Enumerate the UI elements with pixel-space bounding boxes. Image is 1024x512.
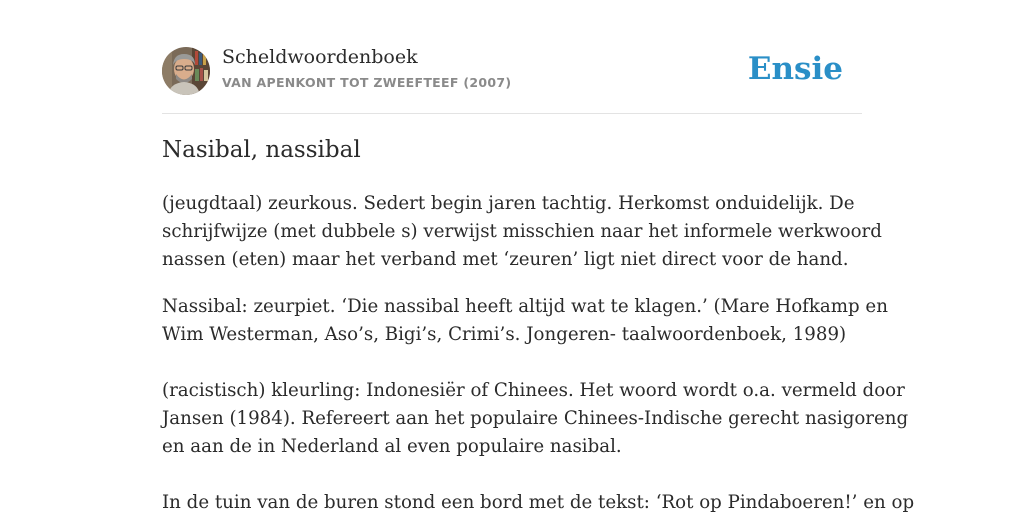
paragraph3-line: Jansen (1984). Refereert aan het populaire Chinees-Indische gerecht nasigoreng xyxy=(162,408,909,429)
paragraph2-line: Nassibal: zeurpiet. ‘Die nassibal heeft altijd wat te klagen.’ (Mare Hofkamp en xyxy=(162,296,888,317)
author-name-link[interactable]: Scheldwoordenboek xyxy=(222,46,418,68)
paragraph-gap xyxy=(162,349,862,377)
author-portrait-icon[interactable] xyxy=(162,47,210,95)
header xyxy=(162,46,862,96)
entry-headword: Nasibal, nassibal xyxy=(162,137,361,163)
paragraph-gap xyxy=(162,274,862,293)
entry-body xyxy=(162,190,915,512)
paragraph3-line: (racistisch) kleurling: Indonesiër of Chinees. Het woord wordt o.a. vermeld door xyxy=(162,380,905,401)
source-subtitle: VAN APENKONT TOT ZWEEFTEEF (2007) xyxy=(222,75,512,90)
divider xyxy=(162,113,862,114)
paragraph2-line: Wim Westerman, Aso’s, Bigi’s, Crimi’s. Jongeren- taalwoordenboek, 1989) xyxy=(162,324,847,345)
paragraph1-line: schrijfwijze (met dubbele s) verwijst misschien naar het informele werkwoord xyxy=(162,221,882,242)
paragraph4-line: In de tuin van de buren stond een bord met de tekst: ‘Rot op Pindaboeren!’ en op xyxy=(162,492,915,512)
ensie-logo[interactable]: Ensie xyxy=(747,51,843,87)
paragraph3-line: en aan de in Nederland al even populaire nasibal. xyxy=(162,436,622,457)
paragraph1-line: (jeugdtaal) zeurkous. Sedert begin jaren tachtig. Herkomst onduidelijk. De xyxy=(162,193,855,214)
paragraph1-line: nassen (eten) maar het verband met ‘zeuren’ ligt niet direct voor de hand. xyxy=(162,249,849,270)
paragraph-gap xyxy=(162,461,862,489)
